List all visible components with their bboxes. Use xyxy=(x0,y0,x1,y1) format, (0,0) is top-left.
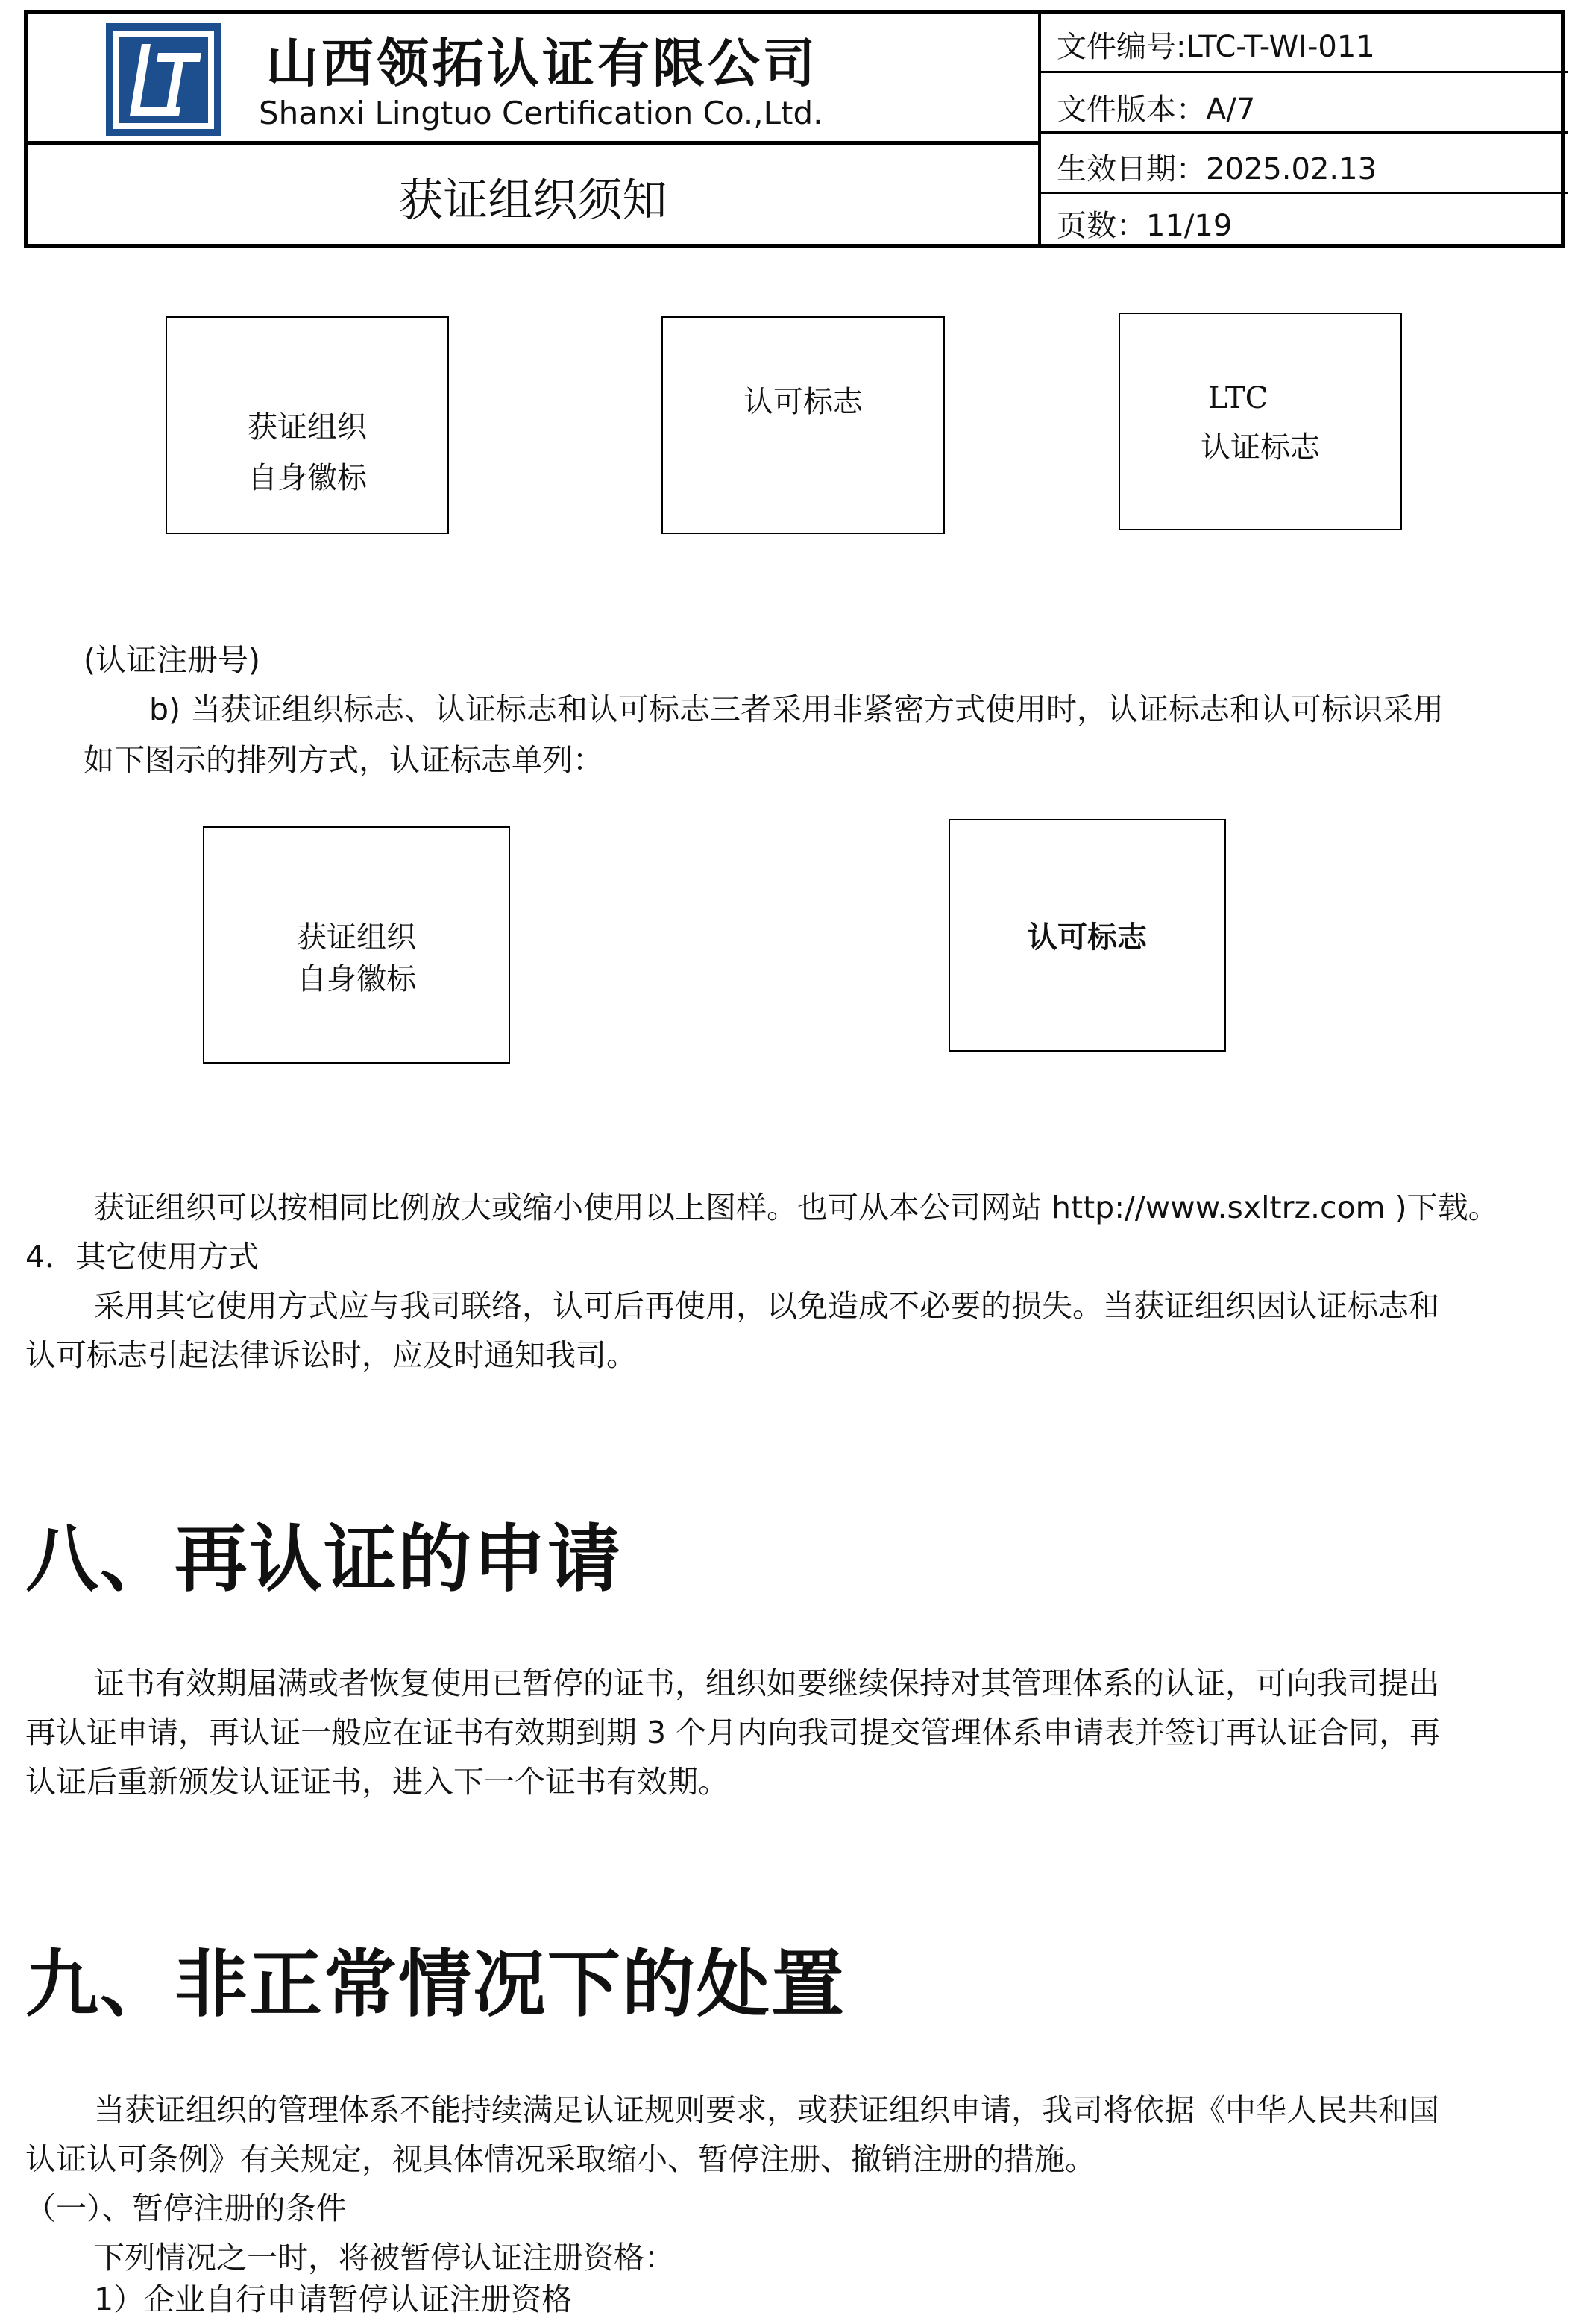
paragraph-b-line: b) 当获证组织标志、认证标志和认可标志三者采用非紧密方式使用时，认证标志和认可标识采用 xyxy=(149,691,1444,727)
page-number: 页数：11/19 xyxy=(1057,209,1233,243)
box-label: 认可标志 xyxy=(743,385,863,419)
box-label: 认可标志 xyxy=(1028,920,1147,955)
logo-box-accreditation xyxy=(661,316,945,534)
section-9-line: 认证认可条例》有关规定，视具体情况采取缩小、暂停注册、撤销注册的措施。 xyxy=(25,2141,1095,2177)
logo-box-organization-2 xyxy=(203,826,510,1064)
section-8-heading: 八、再认证的申请 xyxy=(25,1516,623,1602)
registration-number-label: (认证注册号) xyxy=(84,642,260,678)
section-4-title: 4．其它使用方式 xyxy=(25,1239,260,1275)
subsection-title: （一）、暂停注册的条件 xyxy=(25,2190,347,2226)
header-row-line xyxy=(1041,131,1568,134)
section-9-line: 当获证组织的管理体系不能持续满足认证规则要求，或获证组织申请，我司将依据《中华人民共和国 xyxy=(94,2092,1439,2128)
list-item: 1）企业自行申请暂停认证注册资格 xyxy=(94,2281,573,2317)
document-title: 获证组织须知 xyxy=(398,175,667,227)
box-label: 认证标志 xyxy=(1201,430,1320,465)
header-row-line xyxy=(1041,192,1568,194)
logo-box-organization xyxy=(166,316,449,534)
doc-version: 文件版本：A/7 xyxy=(1057,92,1256,127)
scale-note: 获证组织可以按相同比例放大或缩小使用以上图样。也可从本公司网站 http://www.sxltrz.com )下载。 xyxy=(94,1190,1499,1225)
subsection-intro: 下列情况之一时，将被暂停认证注册资格： xyxy=(94,2240,675,2276)
effective-date: 生效日期：2025.02.13 xyxy=(1057,152,1377,186)
section-8-line: 认证后重新颁发认证证书，进入下一个证书有效期。 xyxy=(25,1764,729,1800)
section-8-line: 再认证申请，再认证一般应在证书有效期到期 3 个月内向我司提交管理体系申请表并签订再认证合同，再 xyxy=(25,1715,1441,1750)
section-4-line: 采用其它使用方式应与我司联络，认可后再使用，以免造成不必要的损失。当获证组织因认证标志和 xyxy=(94,1288,1439,1324)
section-4-line: 认可标志引起法律诉讼时，应及时通知我司。 xyxy=(25,1337,637,1373)
company-name-cn: 山西领拓认证有限公司 xyxy=(266,32,818,94)
section-9-heading: 九、非正常情况下的处置 xyxy=(25,1941,846,2027)
box-label: 自身徽标 xyxy=(248,461,367,495)
box-label: 自身徽标 xyxy=(297,962,416,996)
company-logo xyxy=(106,23,221,136)
company-name-en: Shanxi Lingtuo Certification Co.,Ltd. xyxy=(259,95,823,131)
header-divider-vertical xyxy=(1038,14,1041,244)
box-label: LTC xyxy=(1207,381,1268,415)
header-row-line xyxy=(1041,71,1568,73)
box-label: 获证组织 xyxy=(248,410,367,445)
doc-number: 文件编号:LTC-T-WI-011 xyxy=(1057,30,1375,64)
document-header xyxy=(24,10,1565,248)
logo-box-certification xyxy=(1119,313,1402,530)
logo-box-accreditation-2 xyxy=(949,819,1226,1052)
paragraph-b-line: 如下图示的排列方式，认证标志单列： xyxy=(84,742,603,778)
section-8-line: 证书有效期届满或者恢复使用已暂停的证书，组织如要继续保持对其管理体系的认证，可向我司提出 xyxy=(94,1665,1439,1701)
box-label: 获证组织 xyxy=(297,920,416,955)
